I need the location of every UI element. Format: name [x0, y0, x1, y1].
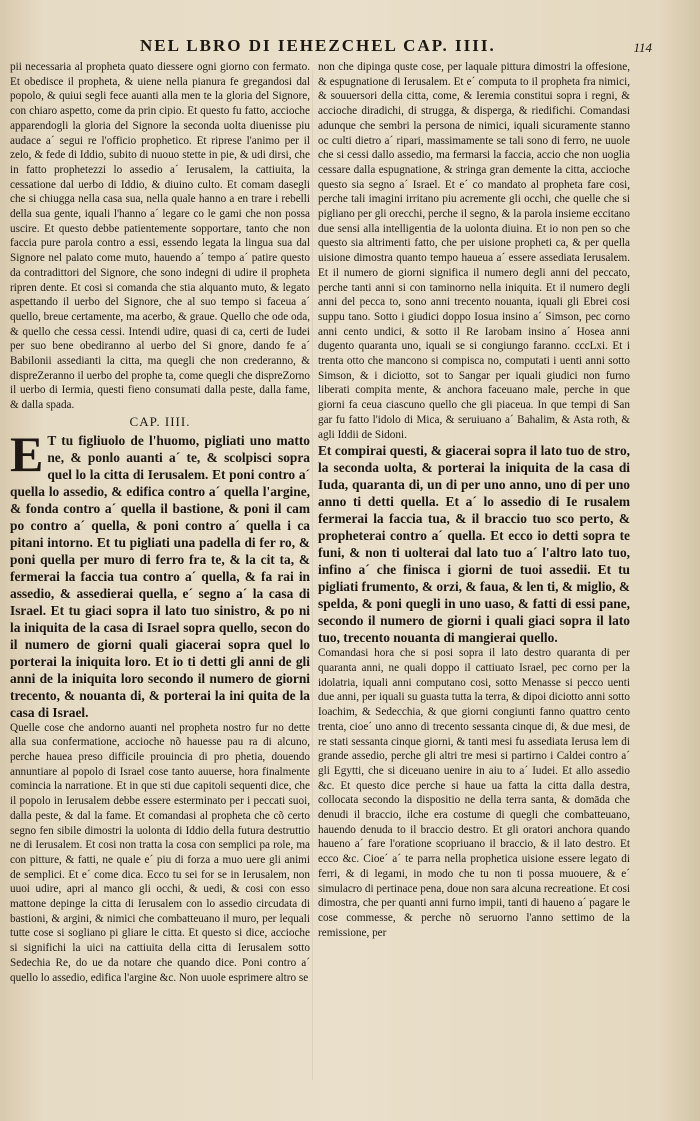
right-column [318, 60, 630, 1100]
chapter-heading: CAP. IIII. [129, 413, 191, 429]
column-gutter [312, 70, 313, 1080]
running-title: NEL LBRO DI IEHEZCHEL CAP. IIII. [140, 36, 496, 55]
drop-cap: E [10, 425, 44, 482]
page-number: 114 [633, 40, 652, 55]
scripture-verse [10, 425, 310, 721]
left-opening-commentary: pii necessaria al propheta quato diessere ogni giorno con fermato. Et obedisce il propheta, & uiene nella pianura fe gregandosi dal popolo, & quiui segli fece auanti alla men te la gloria del Signore, con chiaro aspetto, come da prin cipio. Et questo fu fatto, accioche apparendogli la gloria del Signore la seconda uolta diuenisse piu audace a´ segui re l'officio prophetico. Et riprese l'animo per il zelo, & fede di Iddio, subito di nuouo stette in pie, & udi dirsi, che in fatto prophetezzi lo assedio a´ Ierusalem, la cattiuita, la cessatione dal uerbo di Iddio, & diuino culto. Et comam dasegli che si chiugga nella casa sua, nella quale hanno a en trare i rebelli della sua gente, iquali l'hanno a´ legare co le gami che non possa uscire. Et questo debbe patientemente sopportare, tanto che non faccia pure parola contro a essi, essendo legata la lingua sua dal Signore nel palato come muto, hauendo a´ tempo a´ patire questo da contradittori del Signore, che sono indegni di udire il propheta ripren dente. Et cosi si comanda che stia alquanto muto, & legato aspettando il uerbo del Signore, che al suo tempo si faceua a´ quello, breue certamente, ma acerbo, & graue. Quello che ode oda, & quello che cessa cessi. Intendi udire, quasi di ca, certi de Iudei per suo bene obediranno al uerbo del Si gnore, dando fe a´ Babilonii assedianti la citta, ma quegli che non crederanno, & dispreZeranno il uerbo del prophe ta, come quegli che dispreZorno il uerbo di Iermia, questi fieno consumati dalla peste, dalla fame, & dalla spada. [10, 61, 310, 412]
scripture-verse-text: T tu figliuolo de l'huomo, pigliati uno matto ne, & ponlo auanti a´ te, & scolpisci sopra quel lo la citta di Ierusalem. Et poni contro a´ quella lo assedio, & edifica contro a´ quella l'argine, & fonda contro a´ quella il bastione, & poni il cam po contro a´ quella, & poni contro a´ quella i ca pitani intorno. Et tu pigliati una padella di fer ro, & poni quella per muro di ferro fra te, & la cit ta, & fermerai la faccia tua contro a´ quella, & fa rai in assedio, & assedierai quella, e´ segno a´ la casa di Israel. Et tu giaci sopra il lato tuo sinistro, & po ni la iniquita de la casa di Israel sopra quello, secon do il numero de giorni quali giacerai sopra quel lo porterai la iniquita loro. Et io ti detti gli anni de gli anni de la iniquita loro secondo il numero de giorni trecento, & nouanta di, & porterai la ini quita de la casa di Israel. [10, 432, 310, 720]
left-column [10, 60, 310, 1090]
right-opening-commentary: non che dipinga quste cose, per laquale pittura dimostri la offesione, & espugnatione di Ierusalem. Et e´ computa to il propheta fra nimici, & souuersori della citta, come, & Ieremia constitui sopra i regni, & accioche diradichi, di strugga, & disperga, & riedifichi. Comandasi adunque che sembri la persona de nimici, iquali sicuramente stanno oc culti dietro a´ ripari, massimamente se tali sono di ferro, ne uuole che si cessi dallo assedio, ma fermarsi la faccia, accio che non uoglia cessare dalla espugnatione, & stringa gran demente la citta, accioche questo sia segno a´ Israel. Et e´ co mandato al propheta fare cosi, perche tali imagini irritano piu acremente gli occhi, che quelle che si pigliano per gli orecchi, perche il segno, & la parola insieme eccitano due sensi alla intelligentia de la uolonta diuina. Et io non pen so che questo sia altrimenti fatto, che per uisione propheti ca, & per quella uisione dimostra quanto tempo haueua a´ essere assediata Ierusalem. Et il numero de giorni significa il numero degli anni del peccato, perche tanti anni si con taminorno nella iniquita. Et il numero degli anni del pecca to, sono anni trecento nouanta, iquali gli Ebrei cosi suppu tano. Sotto i giudici doppo Iosua insino a´ Simson, pec corno anni cento undici, & sotto il Re Iarobam insino a´ Hosea anni dugento quaranta uno, iquali se si congiungo faranno. cccLxi. Et i trenta otto che mancono si compisca no, computati i uenti anni sotto Simson, & i diciotto, sot to Sangar per iquali giudici non furno liberati compita mente, & anchora faceuano male, perche in que giorni fa ceua ciascuno quello che gli piaceua. In que tempi di San gar fu fatto l'idolo di Mica, & seruiuano a´ Bahalim, & Asta roth, & agli Iddii de Sidoni. [318, 61, 630, 441]
left-commentary: Quelle cose che andorno auanti nel propheta nostro fur no dette alla sua confermatione, accioche nõ hauesse pau ra di alcuno, perche hauea preso difficile prouincia di pro phetia, douendo annuntiare al popolo di Israel cose tanto auuerse, hora finalmente comincia la narratione. Et in que sti due capitoli sequenti dice, che il popolo in Ierusalem debbe essere esterminato per i peccati suoi, dalla peste, & dal la fame. Et comandasi al propheta che cõ certo segno fen sibile dimostri la uolonta di Iddio della futura destruttio ne di Ierusalem. Et cosi non tratta la cosa con semplici pa role, ma con pitture, & fatti, ne quale e´ piu di forza a muo uere gli animi de semplici. Et e´ come dica. Ecco tu sei for se in Ierusalem, non uuoi udire, apri al manco gli occhi, & uedi, & cosi con esso mattone depinge la citta di Ierusalem con lo assedio circudata di bastioni, & argini, & nimici che combatteuano il muro, per lequali tutte cose si sogliano pi gliare le citta. Et questo si dice, accioche si significhi la uici na cattiuita della citta di Ierusalem sotto Sedechia Re, do ue da notare che quando dice. Poni contro a´ quello lo assedio, edifica l'argine &c. Non uuole esprimere altro se [10, 721, 310, 984]
right-commentary: Comandasi hora che si posi sopra il lato destro quaranta di per quaranta anni, ne quali doppo il cattiuato Israel, pec corno per la idolatria, iquali anni computano cosi, sotto Menasse si pecco uenti due anni, per iquali su guasta tutta la terra, & dipoi diciotto anni sotto Ioachim, & Sedecchia, & que giorni congiunti fanno quattro cento trenta, cioe´ uno anno di trecento sessanta cinque di, & due mesi, de re stati sessanta cinque giorni, & tanti mesi fu assediata Ierusa lem di grande assedio, perche gli altri tre mesi si partirno i Caldei contro a´ gli Egytti, che si diceuano uenire in aiu to a´ Iudei. Et allo assedio &c. Et questo dice perche si haue ua fatta la citta dalla destra, collocata secondo la dispositio ne della terra santa, & domāda che denudi il braccio, ilche era costume di quegli che combatteuano, hauendo denuda to il braccio destro. Et gli oratori anchora quando haueno a´ fare l'oratione scopriuano il braccio, & il lato destro. Et ecco &c. Cioe´ a´ te parra nella prophetica uisione essere legato di ferri, & di legami, in modo che tu non ti possa muouere, & e´ simulacro di pertinace pena, doue non sara alcuna recreatione. Et cosi dimostra, che per quanti anni furno impii, tanti di haueno a´ pagare le cose commesse, & perche nõ seruorno l'anno settimo de la remissione, per [318, 647, 630, 939]
page-header [0, 36, 700, 60]
scripture-verse-right: Et compirai questi, & giacerai sopra il lato tuo de stro, la seconda uolta, & porterai la iniquita de la casa di Iuda, quaranta di, un di per uno anno, uno di per uno anno ti detti quella. Et a´ lo assedio di Ie rusalem fermerai la faccia tua, & il braccio tuo sco perto, & propheterai contro a´ quella. Et ecco io detti sopra te funi, & non ti uolterai dal lato tuo a´ l'altro lato tuo, infino a´ che finisca i giorni de tuoi assedii. Et tu pigliati frumento, & orzi, & faua, & len ti, & miglio, & spelda, & poni quegli in uno uaso, & fatti di essi pane, secondo il numero de giorni i quali giaci sopra il lato tuo, trecento nouanta di mangierai quello. [318, 443, 630, 646]
